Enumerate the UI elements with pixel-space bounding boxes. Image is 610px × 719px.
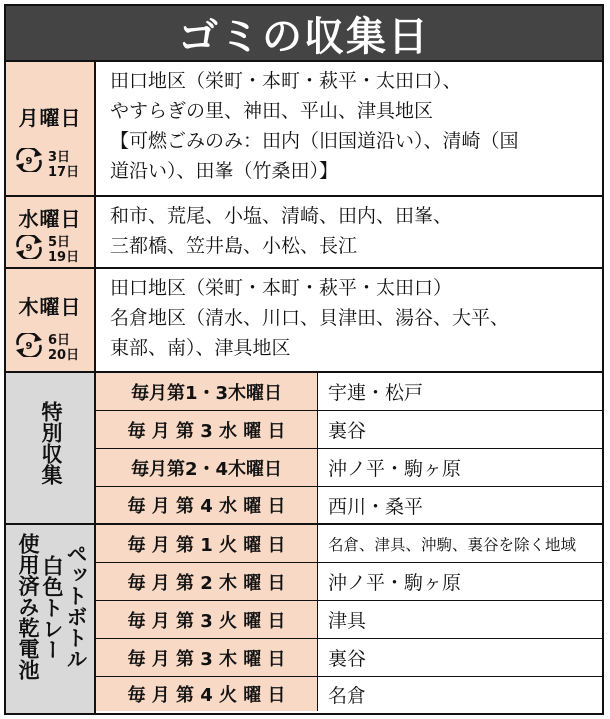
date-2: 19日	[48, 250, 80, 265]
place-cell: 津具	[328, 610, 367, 632]
thursday-row	[6, 269, 602, 373]
page-title: ゴミの収集日	[6, 6, 602, 62]
area-list	[110, 273, 596, 363]
recyclable-row	[96, 563, 602, 601]
section-label	[6, 525, 96, 713]
place-cell: 西川・桑平	[328, 495, 424, 518]
area-line: 東部、南）、津具地区	[110, 337, 291, 359]
schedule-cell: 毎月第1・3木曜日	[96, 373, 318, 410]
tray-label: 白色トレー	[40, 555, 64, 660]
place-cell: 宇連・松戸	[328, 382, 424, 404]
collection-dates	[48, 235, 79, 265]
area-line: 田口地区（栄町・本町・萩平・太田口）、	[110, 70, 462, 92]
place-cell: 名倉	[328, 684, 367, 707]
section-label	[6, 373, 96, 523]
date-1: 3日	[48, 150, 71, 165]
place-cell: 裏谷	[328, 420, 367, 442]
collection-dates	[48, 150, 79, 180]
area-line: 名倉地区（清水、川口、貝津田、湯谷、大平、	[110, 307, 510, 329]
day-cell	[6, 62, 96, 195]
schedule-cell: 毎 月 第 3 水 曜 日	[96, 411, 318, 448]
area-line: 和市、荒尾、小塩、清崎、田内、田峯、	[110, 205, 453, 227]
day-label: 月曜日	[18, 106, 82, 130]
place-cell: 裏谷	[328, 648, 367, 670]
date-1: 5日	[48, 235, 71, 250]
schedule-cell: 毎 月 第 2 木 曜 日	[96, 563, 318, 600]
monday-row	[6, 62, 602, 197]
date-1: 6日	[48, 333, 71, 348]
recycle-9-icon	[14, 333, 44, 357]
pet-label: ペットボトル	[64, 543, 88, 669]
svg-text:9: 9	[25, 341, 33, 352]
special-label: 特別収集	[39, 401, 63, 485]
area-line: 【可燃ごみのみ：田内（旧国道沿い）、清崎（国	[110, 130, 519, 152]
place-cell: 名倉、津具、沖駒、裏谷を除く地域	[328, 535, 577, 554]
date-2: 20日	[48, 348, 80, 363]
collection-dates	[48, 333, 79, 363]
recyclable-row	[96, 601, 602, 639]
schedule-cell: 毎 月 第 1 火 曜 日	[96, 525, 318, 562]
day-label: 木曜日	[18, 295, 82, 319]
recycle-9-icon	[14, 235, 44, 259]
place-cell: 沖ノ平・駒ヶ原	[328, 572, 462, 594]
special-collection-section	[6, 373, 602, 525]
day-label: 水曜日	[18, 207, 82, 231]
recyclable-row	[96, 677, 602, 711]
recyclables-section	[6, 525, 602, 713]
schedule-cell: 毎月第2・4木曜日	[96, 449, 318, 486]
schedule-cell: 毎 月 第 3 木 曜 日	[96, 639, 318, 676]
schedule-cell: 毎 月 第 3 火 曜 日	[96, 601, 318, 638]
area-line: 三都橋、笠井島、小松、長江	[110, 235, 358, 257]
day-cell	[6, 269, 96, 371]
schedule-frame	[4, 4, 604, 715]
area-list	[110, 201, 596, 261]
special-row	[96, 487, 602, 523]
recyclable-row	[96, 525, 602, 563]
wednesday-row	[6, 197, 602, 269]
date-2: 17日	[48, 165, 80, 180]
recycle-9-icon	[14, 148, 44, 172]
svg-text:9: 9	[25, 156, 33, 167]
place-cell: 沖ノ平・駒ヶ原	[328, 458, 462, 480]
recyclable-row	[96, 639, 602, 677]
special-row	[96, 373, 602, 411]
day-cell	[6, 197, 96, 267]
schedule-cell: 毎 月 第 4 火 曜 日	[96, 677, 318, 711]
area-list	[110, 66, 596, 186]
area-line: 道沿い）、田峯（竹桑田）】	[110, 160, 339, 182]
battery-label: 使用済み乾電池	[16, 533, 40, 680]
area-line: やすらぎの里、神田、平山、津具地区	[110, 100, 434, 122]
special-row	[96, 411, 602, 449]
special-row	[96, 449, 602, 487]
schedule-cell: 毎 月 第 4 水 曜 日	[96, 487, 318, 523]
area-line: 田口地区（栄町・本町・萩平・太田口）	[110, 277, 453, 299]
svg-text:9: 9	[25, 243, 33, 254]
